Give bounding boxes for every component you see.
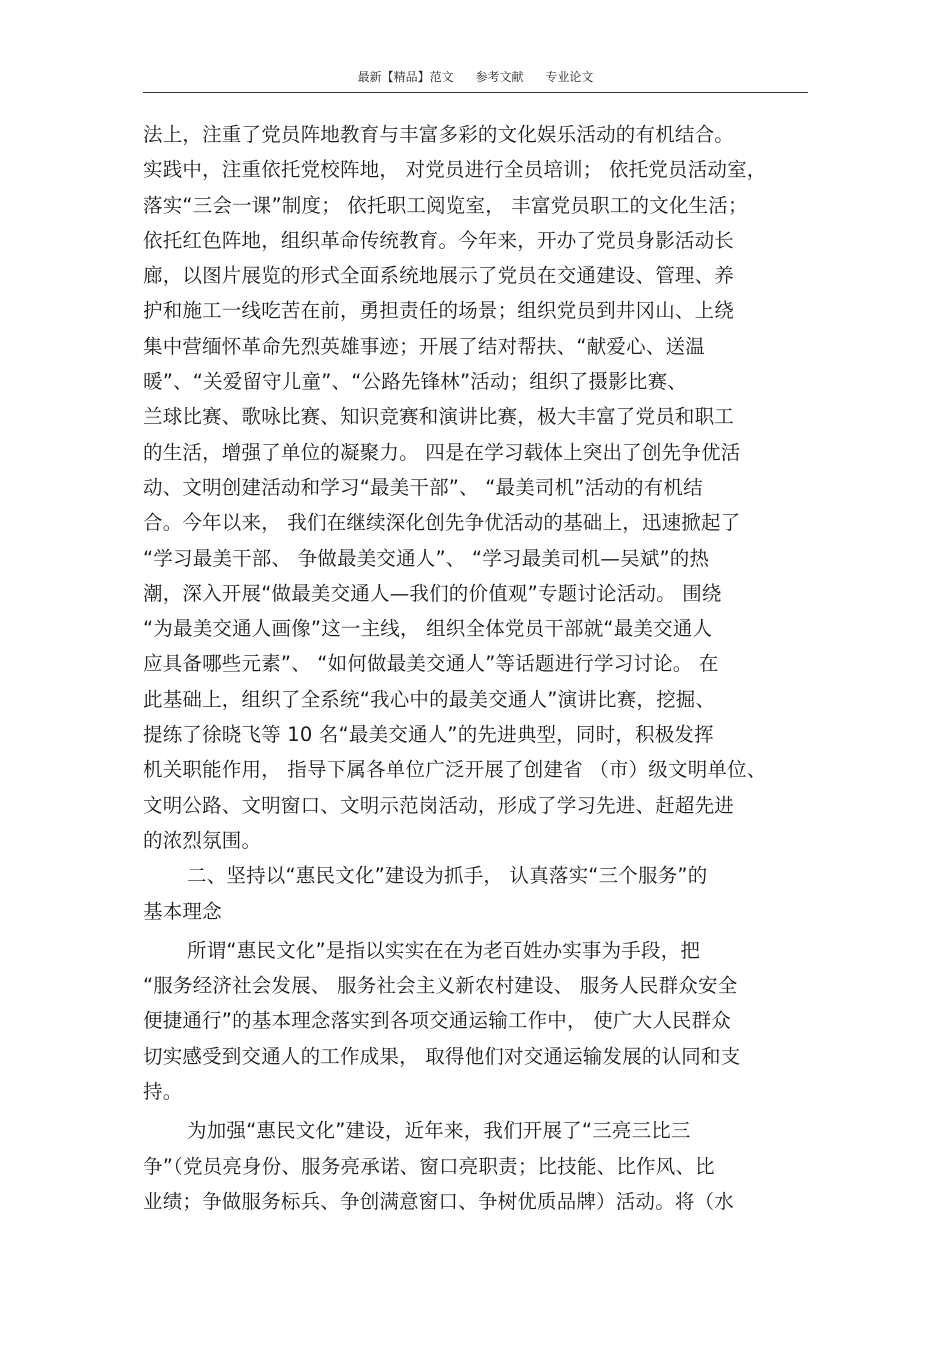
text-line: 二、坚持以“惠民文化”建设为抓手， 认真落实“三个服务”的 xyxy=(187,864,708,888)
paragraph xyxy=(143,1113,813,1219)
page-header xyxy=(143,66,808,88)
text-line: 护和施工一线吃苦在前，勇担责任的场景；组织党员到井冈山、上绕 xyxy=(143,299,735,323)
text-line: “服务经济社会发展、 服务社会主义新农村建设、 服务人民群众安全 xyxy=(143,974,738,998)
text-line: 法上，注重了党员阵地教育与丰富多彩的文化娱乐活动的有机结合。 xyxy=(143,123,735,146)
text-line: 依托红色阵地，组织革命传统教育。今年来，开办了党员身影活动长 xyxy=(143,228,735,252)
text-line: 机关职能作用， 指导下属各单位广泛开展了创建省 （市）级文明单位、 xyxy=(143,758,767,782)
text-line: 所谓“惠民文化”是指以实实在在为老百姓办实事为手段，把 xyxy=(187,938,701,962)
text-line: 为加强“惠民文化”建设，近年来，我们开展了“三亮三比三 xyxy=(187,1119,691,1143)
text-line: 实践中，注重依托党校阵地， 对党员进行全员培训； 依托党员活动室， xyxy=(143,158,767,182)
text-line: 便捷通行”的基本理念落实到各项交通运输工作中， 使广大人民群众 xyxy=(143,1009,732,1033)
text-line: 文明公路、文明窗口、文明示范岗活动，形成了学习先进、赶超先进 xyxy=(143,793,735,817)
text-line: 基本理念 xyxy=(143,899,222,923)
header-item-2: 参考文献 xyxy=(475,70,524,84)
header-item-1: 最新【精品】范文 xyxy=(357,70,454,84)
text-line: 的生活，增强了单位的凝聚力。 四是在学习载体上突出了创先争优活 xyxy=(143,440,741,464)
document-body xyxy=(143,117,813,1219)
text-line: 潮，深入开展“做最美交通人—我们的价值观”专题讨论活动。 围绕 xyxy=(143,581,722,605)
text-line: 此基础上，组织了全系统“我心中的最美交通人”演讲比赛，挖掘、 xyxy=(143,687,716,711)
text-line: 集中营缅怀革命先烈英雄事迹；开展了结对帮扶、“献爱心、送温 xyxy=(143,334,705,358)
text-line: 争”（党员亮身份、服务亮承诺、窗口亮职责；比技能、比作风、比 xyxy=(143,1154,715,1178)
text-line: 暖”、“关爱留守儿童”、“公路先锋林”活动；组织了摄影比赛、 xyxy=(143,370,688,394)
text-line: “学习最美干部、 争做最美交通人”、 “学习最美司机—吴斌”的热 xyxy=(143,546,710,570)
text-line: 应具备哪些元素”、 “如何做最美交通人”等话题进行学习讨论。 在 xyxy=(143,652,719,676)
text-line: “为最美交通人画像”这一主线， 组织全体党员干部就“最美交通人 xyxy=(143,617,713,641)
text-line: 合。今年以来， 我们在继续深化创先争优活动的基础上，迅速掀起了 xyxy=(143,511,741,535)
paragraph xyxy=(143,933,813,1109)
text-line: 廊，以图片展览的形式全面系统地展示了党员在交通建设、管理、养 xyxy=(143,264,735,288)
text-line: 提练了徐晓飞等 10 名“最美交通人”的先进典型，同时，积极发挥 xyxy=(143,723,714,747)
header-divider xyxy=(143,92,808,93)
paragraph xyxy=(143,858,813,929)
text-line: 落实“三会一课”制度； 依托职工阅览室， 丰富党员职工的文化生活； xyxy=(143,193,748,217)
header-item-3: 专业论文 xyxy=(545,70,594,84)
text-line: 持。 xyxy=(143,1080,183,1104)
text-line: 业绩；争做服务标兵、争创满意窗口、争树优质品牌）活动。将（水 xyxy=(143,1189,735,1213)
paragraph xyxy=(143,117,813,858)
text-line: 动、文明创建活动和学习“最美干部”、 “最美司机”活动的有机结 xyxy=(143,475,703,499)
text-line: 兰球比赛、歌咏比赛、知识竞赛和演讲比赛，极大丰富了党员和职工 xyxy=(143,405,735,429)
text-line: 的浓烈氛围。 xyxy=(143,828,262,852)
text-line: 切实感受到交通人的工作成果， 取得他们对交通运输发展的认同和支 xyxy=(143,1044,741,1068)
